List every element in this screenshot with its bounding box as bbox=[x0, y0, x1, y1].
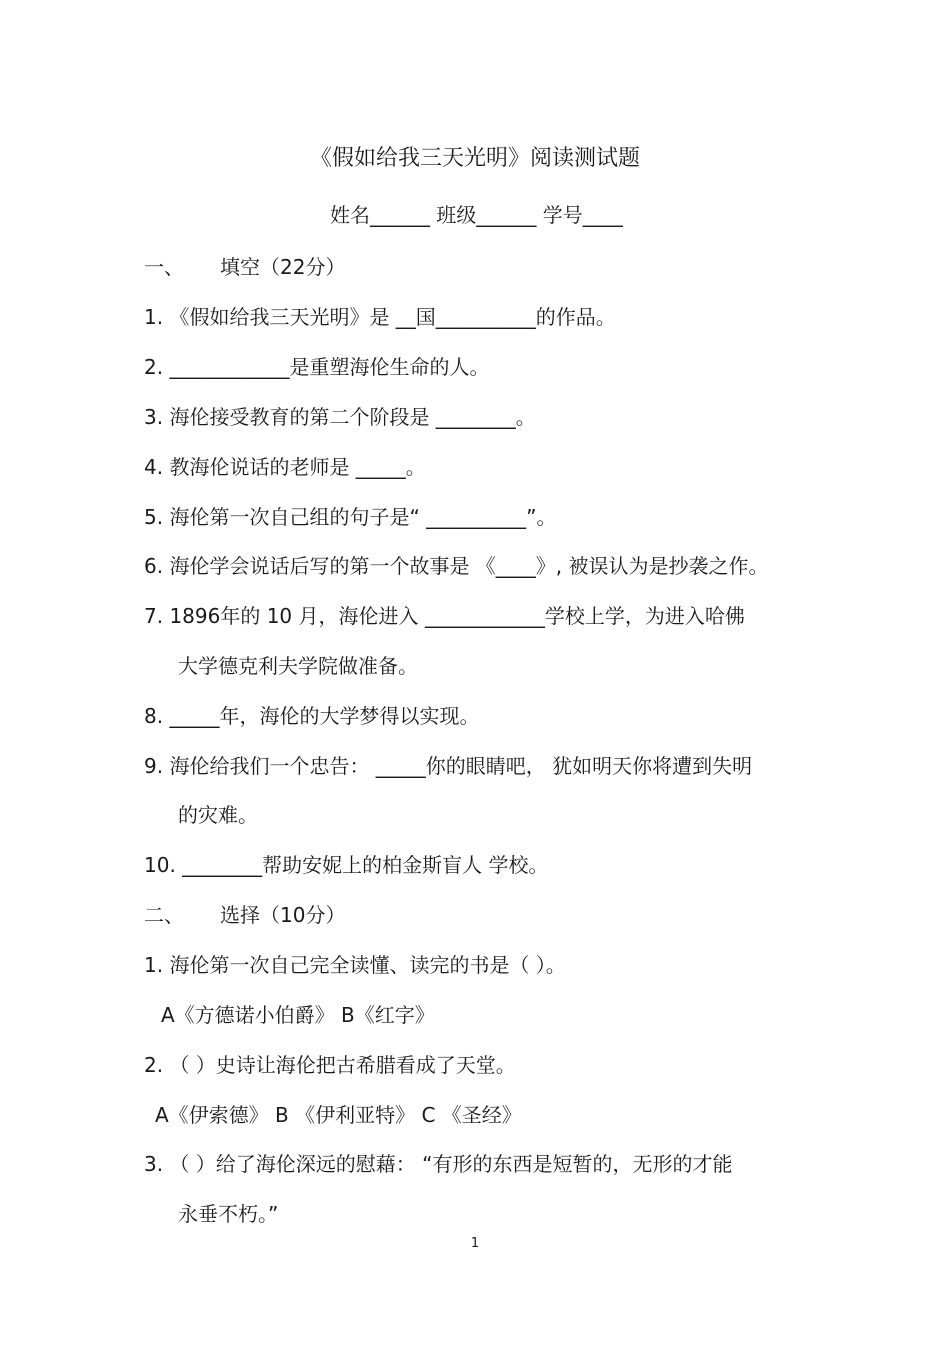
section-number: 一、 bbox=[144, 255, 184, 279]
question-line: 6. 海伦学会说话后写的第一个故事是 《____》, 被误认为是抄袭之作。 bbox=[144, 554, 769, 578]
answer-options: A《方德诺小伯爵》 B《红字》 bbox=[161, 1003, 435, 1027]
question-line: 3. （ ）给了海伦深远的慰藉： “有形的东西是短暂的，无形的才能 bbox=[144, 1152, 733, 1176]
answer-options: A《伊索德》 B 《伊利亚特》 C 《圣经》 bbox=[155, 1103, 522, 1127]
question-line: 8. _____年，海伦的大学梦得以实现。 bbox=[144, 704, 480, 728]
question-continuation: 的灾难。 bbox=[178, 803, 258, 827]
section-1-heading bbox=[144, 254, 345, 280]
question-line: 9. 海伦给我们一个忠告： _____你的眼睛吧， 犹如明天你将遭到失明 bbox=[144, 754, 753, 778]
section-number: 二、 bbox=[144, 903, 184, 927]
question-continuation: 大学德克利夫学院做准备。 bbox=[178, 654, 418, 678]
question-line: 1. 《假如给我三天光明》是 __国__________的作品。 bbox=[144, 305, 616, 329]
question-line: 2. ____________是重塑海伦生命的人。 bbox=[144, 355, 490, 379]
section-2-heading bbox=[144, 902, 345, 928]
question-line: 7. 1896年的 10 月，海伦进入 ____________学校上学，为进入哈佛 bbox=[144, 604, 745, 628]
question-line: 10. ________帮助安妮上的柏金斯盲人 学校。 bbox=[144, 853, 549, 877]
question-line: 5. 海伦第一次自己组的句子是“ __________”。 bbox=[144, 505, 557, 529]
question-continuation: 永垂不朽。” bbox=[178, 1202, 279, 1226]
question-line: 1. 海伦第一次自己完全读懂、读完的书是（ ）。 bbox=[144, 953, 566, 977]
page-number: 1 bbox=[470, 1236, 480, 1251]
question-line: 4. 教海伦说话的老师是 _____。 bbox=[144, 455, 426, 479]
section-title: 填空（22分） bbox=[220, 255, 346, 279]
question-line: 3. 海伦接受教育的第二个阶段是 ________。 bbox=[144, 405, 536, 429]
section-title: 选择（10分） bbox=[220, 903, 346, 927]
page-title: 《假如给我三天光明》阅读测试题 bbox=[309, 146, 640, 171]
student-info-line: 姓名______ 班级______ 学号____ bbox=[330, 203, 623, 227]
question-line: 2. （ ）史诗让海伦把古希腊看成了天堂。 bbox=[144, 1053, 516, 1077]
